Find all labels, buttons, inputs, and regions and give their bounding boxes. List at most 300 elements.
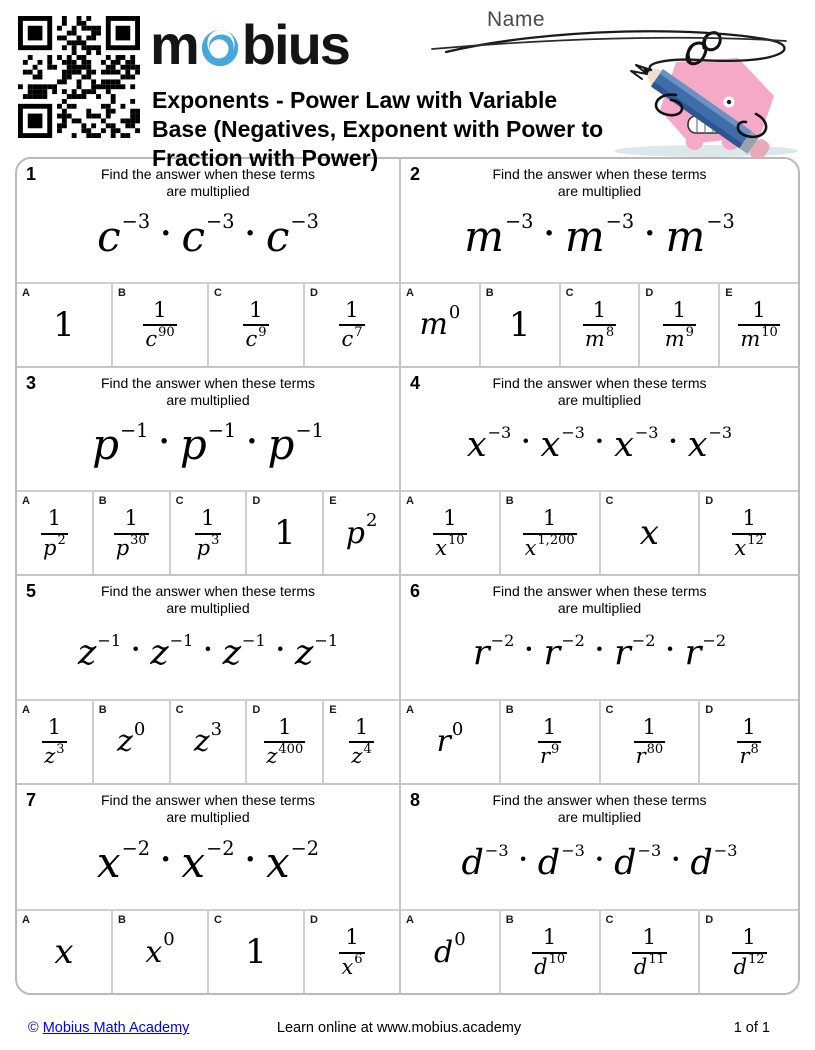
term-base: p <box>179 420 207 470</box>
term-base: d <box>690 842 713 883</box>
term-base: r <box>472 633 490 674</box>
multiplication-dot: · <box>517 839 529 880</box>
math-term <box>117 718 146 759</box>
answer-option-d <box>303 911 399 993</box>
fraction-denominator <box>243 324 268 351</box>
math-term <box>266 741 304 768</box>
answer-row <box>401 699 798 783</box>
worksheet-title <box>152 86 642 173</box>
problem-expression <box>401 617 798 699</box>
math-term <box>436 718 464 759</box>
problem-card <box>401 159 798 368</box>
multiplication-dot: · <box>159 834 173 884</box>
expression-term <box>472 631 515 674</box>
expression-term <box>614 631 656 674</box>
answer-value <box>436 718 464 759</box>
term-exponent: −3 <box>290 210 319 234</box>
prompt-line-1: Find the answer when these terms <box>101 791 315 808</box>
answer-fraction <box>114 507 149 558</box>
term-exponent: −3 <box>605 210 635 234</box>
fraction-denominator <box>349 741 373 768</box>
fraction-numerator: 1 <box>672 297 686 322</box>
term-base: d <box>537 842 561 883</box>
prompt-line-2: are multiplied <box>166 600 250 616</box>
answer-fraction <box>433 507 466 558</box>
footer-center-text: Learn online at www.mobius.academy <box>276 1020 522 1036</box>
term-exponent: 1,200 <box>537 533 575 549</box>
term-exponent: −2 <box>561 631 585 651</box>
mobius-logo <box>150 14 349 76</box>
fraction-numerator: 1 <box>443 506 457 531</box>
answer-letter: B <box>98 703 107 716</box>
prompt-line-2: are multiplied <box>166 183 250 199</box>
term-exponent: −3 <box>484 840 509 860</box>
term-exponent: −3 <box>487 422 512 442</box>
term-exponent: −3 <box>713 840 738 860</box>
term-exponent: −3 <box>706 210 735 234</box>
prompt-line-1: Find the answer when these terms <box>101 166 315 182</box>
fraction-denominator <box>339 952 364 979</box>
problem-card <box>401 785 798 994</box>
problem-prompt <box>401 789 798 826</box>
fraction-denominator <box>339 324 364 351</box>
term-base: x <box>181 838 206 888</box>
answer-fraction <box>732 507 765 558</box>
answer-value: 1 <box>53 304 75 345</box>
multiplication-dot: · <box>274 630 286 671</box>
question-area <box>401 368 798 491</box>
fraction-numerator: 1 <box>642 714 657 739</box>
expression-term <box>690 840 738 883</box>
term-exponent: 3 <box>211 533 220 549</box>
term-exponent: 8 <box>605 324 615 340</box>
fraction-numerator: 1 <box>249 297 263 322</box>
term-base: c <box>265 211 290 261</box>
term-base: p <box>267 420 295 470</box>
expression-term <box>97 210 151 261</box>
term-exponent: 10 <box>548 952 566 968</box>
answer-fraction <box>583 299 616 350</box>
term-exponent: 9 <box>685 324 694 340</box>
answer-letter: C <box>605 495 614 507</box>
term-exponent: 90 <box>158 324 175 340</box>
answer-fraction <box>523 507 577 558</box>
term-base: z <box>222 633 242 674</box>
expression-term <box>267 418 324 470</box>
answer-value: 1 <box>508 304 531 345</box>
question-area <box>401 785 798 910</box>
expression-term <box>537 840 585 883</box>
term-exponent: −1 <box>97 631 122 651</box>
expression-term <box>543 631 585 674</box>
copyright-link[interactable]: Mobius Math Academy <box>42 1020 190 1036</box>
term-base: r <box>684 633 702 674</box>
answer-letter: C <box>214 914 222 926</box>
multiplication-dot: · <box>245 416 259 466</box>
answer-option-c <box>599 911 699 993</box>
term-base: d <box>434 934 454 970</box>
problems-grid <box>15 157 800 995</box>
answer-letter: B <box>118 914 126 926</box>
term-exponent: −1 <box>119 418 149 442</box>
answer-fraction <box>42 716 66 767</box>
problem-prompt <box>17 583 399 617</box>
answer-fraction <box>243 299 268 350</box>
math-term <box>434 929 466 970</box>
answer-value <box>117 718 146 759</box>
term-exponent: −3 <box>505 210 534 234</box>
term-base: z <box>351 744 363 768</box>
term-base: m <box>584 327 605 351</box>
fraction-denominator <box>737 741 760 768</box>
term-exponent: −2 <box>490 631 515 651</box>
fraction-numerator: 1 <box>47 714 62 739</box>
answer-option-d <box>245 492 322 574</box>
problem-number: 7 <box>26 789 37 810</box>
problem-card <box>17 576 401 785</box>
fraction-denominator <box>195 533 222 560</box>
answer-letter: A <box>406 286 414 299</box>
answer-row <box>17 699 399 783</box>
problem-prompt <box>17 789 399 826</box>
question-area <box>401 159 798 282</box>
answer-letter: C <box>605 703 614 716</box>
name-field-label: Name <box>487 8 546 31</box>
prompt-line-2: are multiplied <box>166 391 250 408</box>
math-term <box>245 324 267 351</box>
math-term <box>43 533 66 560</box>
math-term <box>115 533 147 560</box>
prompt-line-2: are multiplied <box>557 808 642 825</box>
term-base: x <box>466 424 487 465</box>
term-base: d <box>534 954 548 979</box>
expression-term <box>77 631 122 674</box>
answer-letter: C <box>175 495 184 507</box>
question-area <box>401 576 798 699</box>
math-term <box>584 324 615 351</box>
answer-fraction <box>349 716 373 767</box>
multiplication-dot: · <box>593 630 606 671</box>
fraction-numerator: 1 <box>742 925 756 950</box>
answer-option-a <box>17 284 111 366</box>
answer-letter: E <box>329 703 337 716</box>
multiplication-dot: · <box>243 208 257 258</box>
expression-term <box>96 836 151 888</box>
expression-term <box>461 840 509 883</box>
answer-option-d <box>698 701 798 783</box>
logo-text-left: m <box>150 13 198 76</box>
term-base: x <box>341 954 354 979</box>
answer-letter: B <box>98 495 107 507</box>
multiplication-dot: · <box>159 208 173 258</box>
answer-letter: A <box>406 495 414 507</box>
fraction-numerator: 1 <box>153 297 167 322</box>
fraction-denominator <box>732 533 765 560</box>
answer-fraction <box>195 507 222 558</box>
prompt-line-2: are multiplied <box>557 391 642 408</box>
answer-option-c <box>207 284 303 366</box>
answer-value: x <box>54 932 74 972</box>
term-base: r <box>436 724 451 759</box>
math-term <box>341 324 363 351</box>
term-exponent: −2 <box>631 631 656 651</box>
fraction-denominator <box>143 324 176 351</box>
answer-option-a <box>401 701 499 783</box>
term-exponent: −1 <box>207 418 237 442</box>
term-exponent: 0 <box>451 718 464 740</box>
answer-letter: A <box>22 703 30 716</box>
answer-letter: C <box>565 286 574 299</box>
answer-option-d <box>698 492 798 574</box>
answer-value <box>193 718 223 759</box>
fraction-numerator: 1 <box>354 714 369 739</box>
answer-option-e <box>718 284 798 366</box>
term-exponent: 6 <box>354 952 363 968</box>
math-term <box>345 510 378 551</box>
multiplication-dot: · <box>202 630 214 671</box>
fraction-denominator <box>41 533 68 560</box>
term-base: m <box>664 327 685 351</box>
answer-letter: D <box>705 703 714 716</box>
expression-term <box>614 422 659 465</box>
term-exponent: 9 <box>551 741 560 757</box>
answer-letter: B <box>118 286 126 299</box>
answer-letter: E <box>329 495 337 507</box>
prompt-line-1: Find the answer when these terms <box>492 791 707 808</box>
fraction-numerator: 1 <box>542 714 557 739</box>
expression-term <box>181 210 235 261</box>
fraction-numerator: 1 <box>124 506 138 531</box>
expression-term <box>294 631 339 674</box>
problem-card <box>401 368 798 577</box>
answer-letter: D <box>310 914 318 926</box>
term-exponent: −1 <box>242 631 266 651</box>
answer-option-b <box>499 492 599 574</box>
expression-term <box>179 418 237 470</box>
problem-card <box>17 368 401 577</box>
problem-prompt <box>401 372 798 409</box>
term-base: r <box>614 633 631 674</box>
term-exponent: 10 <box>761 324 778 340</box>
multiplication-dot: · <box>523 630 535 671</box>
term-base: m <box>665 211 706 261</box>
answer-option-e <box>322 701 399 783</box>
math-term <box>740 324 778 351</box>
answer-value <box>145 929 175 970</box>
answer-fraction <box>538 716 561 767</box>
term-base: x <box>265 838 290 888</box>
term-exponent: 4 <box>363 741 372 757</box>
answer-option-a <box>401 284 479 366</box>
fraction-denominator <box>264 741 305 768</box>
answer-option-c <box>599 701 699 783</box>
answer-value: 1 <box>273 513 296 553</box>
fraction-numerator: 1 <box>542 506 557 531</box>
term-exponent: −3 <box>561 840 585 860</box>
multiplication-dot: · <box>157 416 171 466</box>
question-area <box>17 576 399 699</box>
prompt-line-1: Find the answer when these terms <box>101 583 315 599</box>
term-base: x <box>734 535 747 560</box>
multiplication-dot: · <box>670 839 682 880</box>
answer-value: 1 <box>245 932 267 972</box>
term-exponent: 400 <box>278 741 304 757</box>
math-term <box>733 952 765 979</box>
math-term <box>633 952 665 979</box>
problem-prompt <box>401 583 798 617</box>
term-exponent: −1 <box>169 631 194 651</box>
answer-option-e <box>322 492 399 574</box>
fraction-denominator <box>632 952 667 979</box>
term-base: z <box>77 633 97 674</box>
problem-prompt <box>17 372 399 409</box>
term-exponent: 12 <box>747 533 764 549</box>
term-base: c <box>145 327 158 351</box>
term-base: r <box>539 744 550 768</box>
problem-expression <box>17 200 399 282</box>
term-exponent: −3 <box>708 422 733 442</box>
problem-number: 8 <box>410 789 421 810</box>
fraction-denominator <box>42 741 66 768</box>
answer-fraction <box>732 926 767 977</box>
term-exponent: 9 <box>258 324 267 340</box>
term-exponent: −2 <box>290 836 320 860</box>
title-line-1: Exponents - Power Law with Variable <box>152 87 558 113</box>
answer-letter: D <box>705 495 714 507</box>
term-base: p <box>345 515 365 551</box>
multiplication-dot: · <box>542 208 556 258</box>
term-base: p <box>115 535 130 560</box>
math-term <box>734 533 764 560</box>
math-term <box>341 952 363 979</box>
term-exponent: 0 <box>133 718 146 740</box>
expression-term <box>684 631 727 674</box>
math-term <box>193 718 223 759</box>
fraction-numerator: 1 <box>278 714 292 739</box>
answer-option-a <box>17 492 92 574</box>
term-exponent: 11 <box>648 952 665 968</box>
term-base: d <box>461 842 484 883</box>
answer-option-a <box>17 701 92 783</box>
answer-letter: C <box>175 703 184 716</box>
qr-code <box>18 16 140 138</box>
expression-term <box>564 210 635 261</box>
fraction-numerator: 1 <box>742 714 756 739</box>
answer-letter: D <box>252 495 261 507</box>
answer-letter: A <box>406 703 414 716</box>
fraction-denominator <box>114 533 149 560</box>
answer-option-d <box>303 284 399 366</box>
term-base: r <box>635 744 646 768</box>
expression-term <box>665 210 735 261</box>
expression-term <box>222 631 266 674</box>
question-area <box>17 159 399 282</box>
answer-option-a <box>401 492 499 574</box>
answer-fraction <box>737 716 760 767</box>
multiplication-dot: · <box>593 839 606 880</box>
math-term <box>739 741 759 768</box>
expression-term <box>540 422 585 465</box>
answer-value <box>434 929 466 970</box>
title-line-3: Fraction with Power) <box>152 145 379 171</box>
problem-number: 4 <box>410 372 421 393</box>
term-base: z <box>44 744 56 768</box>
term-base: r <box>543 633 561 674</box>
fraction-numerator: 1 <box>642 925 657 950</box>
multiplication-dot: · <box>520 421 532 462</box>
term-exponent: 3 <box>210 718 223 740</box>
math-term <box>435 533 465 560</box>
answer-fraction <box>339 926 364 977</box>
answer-letter: C <box>214 286 222 299</box>
problem-expression <box>17 826 399 910</box>
term-base: x <box>524 535 537 560</box>
term-exponent: −1 <box>314 631 339 651</box>
question-area <box>17 785 399 910</box>
term-base: x <box>614 424 634 465</box>
prompt-line-1: Find the answer when these terms <box>492 374 707 391</box>
answer-option-d <box>638 284 718 366</box>
math-term <box>351 741 372 768</box>
term-base: r <box>739 744 750 768</box>
term-exponent: −3 <box>121 210 151 234</box>
term-exponent: 3 <box>56 741 65 757</box>
answer-letter: B <box>505 703 514 716</box>
fraction-denominator <box>663 324 696 351</box>
fraction-numerator: 1 <box>345 297 359 322</box>
answer-option-c <box>169 701 246 783</box>
copyright <box>28 1020 189 1036</box>
term-base: z <box>294 633 314 674</box>
answer-row <box>401 282 798 366</box>
answer-option-b <box>92 492 169 574</box>
term-exponent: 80 <box>646 741 664 757</box>
answer-option-b <box>111 284 207 366</box>
expression-term <box>92 418 149 470</box>
fraction-denominator <box>732 952 767 979</box>
answer-option-d <box>698 911 798 993</box>
term-exponent: 2 <box>57 533 66 549</box>
expression-term <box>181 836 235 888</box>
answer-option-a <box>17 911 111 993</box>
term-base: m <box>419 307 448 342</box>
answer-letter: C <box>605 914 614 926</box>
term-base: c <box>245 327 258 351</box>
math-term <box>534 952 566 979</box>
term-exponent: −2 <box>121 836 151 860</box>
prompt-line-1: Find the answer when these terms <box>492 583 707 599</box>
multiplication-dot: · <box>667 421 679 462</box>
answer-row <box>17 282 399 366</box>
fraction-denominator <box>583 324 616 351</box>
expression-term <box>466 422 512 465</box>
answer-fraction <box>264 716 305 767</box>
copyright-symbol: © <box>28 1020 39 1036</box>
term-base: d <box>614 842 637 883</box>
answer-letter: D <box>252 703 261 716</box>
math-term <box>196 533 220 560</box>
multiplication-dot: · <box>593 421 606 462</box>
problem-number: 3 <box>26 372 37 393</box>
problem-card <box>17 159 401 368</box>
answer-row <box>401 909 798 993</box>
term-exponent: −2 <box>206 836 235 860</box>
term-base: d <box>633 954 648 979</box>
term-exponent: 12 <box>748 952 765 968</box>
fraction-denominator <box>523 533 577 560</box>
math-term <box>44 741 65 768</box>
multiplication-dot: · <box>243 834 257 884</box>
